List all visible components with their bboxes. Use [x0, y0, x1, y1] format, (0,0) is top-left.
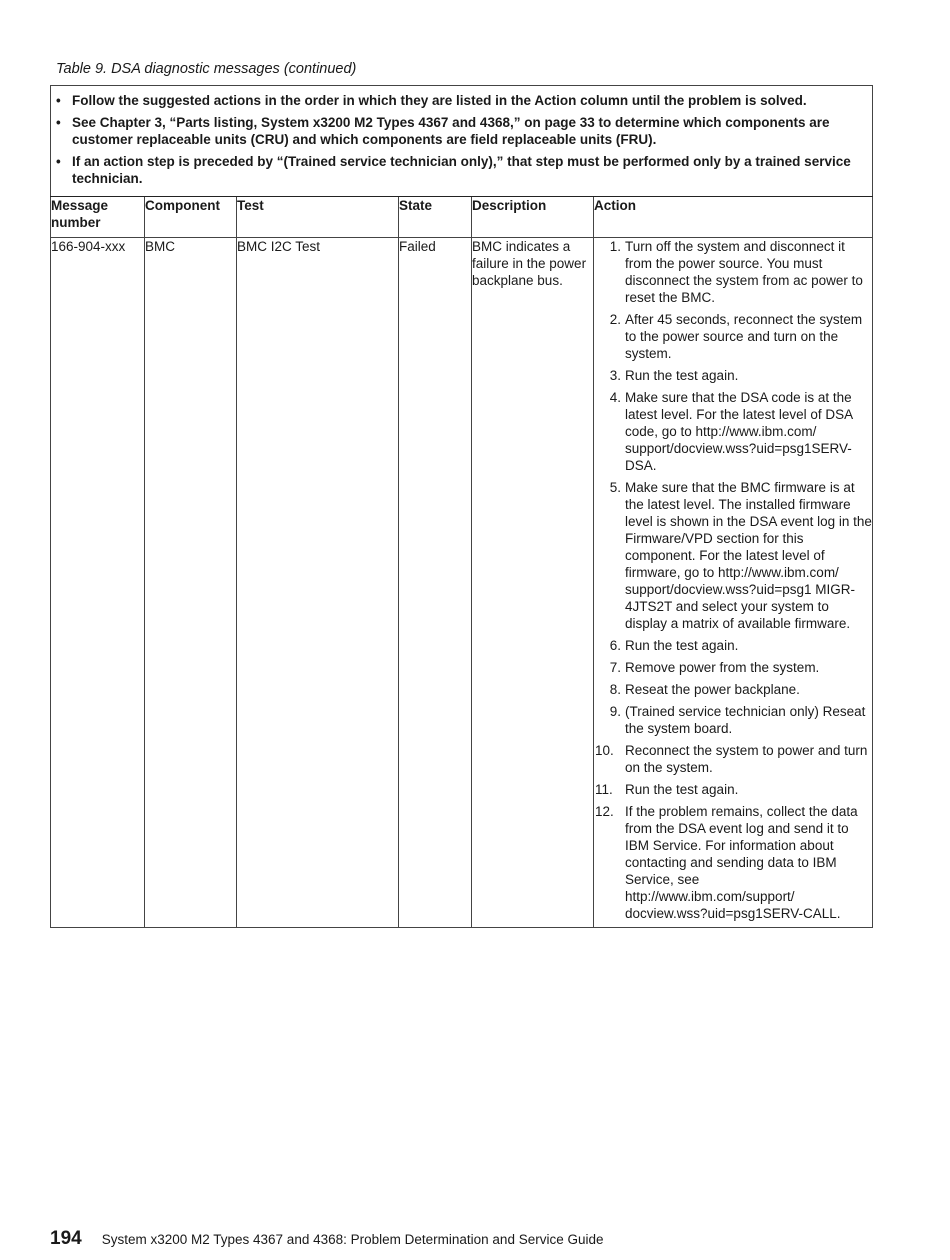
action-step-text: Run the test again.: [625, 782, 739, 797]
bullet-icon: •: [56, 115, 61, 130]
cell-action: [594, 238, 873, 928]
action-step: [594, 742, 872, 776]
action-step: [594, 238, 872, 306]
bullet-icon: •: [56, 154, 61, 169]
action-step-text: Run the test again.: [625, 368, 739, 383]
dsa-messages-table: [50, 85, 873, 928]
note-item: [55, 92, 860, 109]
page-number: 194: [50, 1228, 82, 1249]
action-step: [594, 479, 872, 632]
note-text: Follow the suggested actions in the order in which they are listed in the Action column until the problem is solved.: [72, 93, 807, 108]
table-row: [51, 238, 873, 928]
action-step-text: Make sure that the BMC firmware is at the latest level. The installed firmware level is shown in the DSA event log in the Firmware/VPD section for this component. For the latest level of firmware, go to http://www.ibm.com/ support/docview.wss?uid=psg1 MIGR-4JTS2T and select your system to display a matrix of available firmware.: [625, 480, 872, 631]
action-step-number: 11.: [595, 782, 613, 797]
header-component: Component: [145, 197, 237, 238]
action-step: [594, 781, 872, 798]
action-step-text: After 45 seconds, reconnect the system to the power source and turn on the system.: [625, 312, 863, 361]
action-step-number: 2.: [609, 312, 621, 327]
action-step-number: 9.: [609, 704, 621, 719]
action-step-text: Run the test again.: [625, 638, 739, 653]
header-description: Description: [472, 197, 594, 238]
header-state: State: [399, 197, 472, 238]
table-notes: [51, 86, 873, 197]
action-step-text: Make sure that the DSA code is at the latest level. For the latest level of DSA code, go to http://www.ibm.com/ support/docview.wss?uid=psg1SERV-DSA.: [625, 390, 853, 473]
cell-description: BMC indicates a failure in the power backplane bus.: [472, 238, 594, 928]
note-item: [55, 153, 860, 187]
action-step: [594, 637, 872, 654]
action-step: [594, 703, 872, 737]
cell-test: BMC I2C Test: [237, 238, 399, 928]
action-step-text: Reseat the power backplane.: [625, 682, 800, 697]
page-footer: [50, 1228, 604, 1250]
header-action: Action: [594, 197, 873, 238]
action-step: [594, 389, 872, 474]
action-step-number: 4.: [609, 390, 621, 405]
action-step: [594, 681, 872, 698]
action-step-number: 7.: [609, 660, 621, 675]
action-step-number: 8.: [609, 682, 621, 697]
action-step-text: Turn off the system and disconnect it from the power source. You must disconnect the system from ac power to reset the BMC.: [625, 239, 863, 305]
cell-state: Failed: [399, 238, 472, 928]
table-caption: Table 9. DSA diagnostic messages (continued): [56, 61, 357, 77]
action-step: [594, 803, 872, 922]
action-step-number: 12.: [595, 804, 614, 819]
action-step-text: (Trained service technician only) Reseat the system board.: [625, 704, 866, 736]
action-steps-list: [594, 238, 872, 922]
action-step-number: 5.: [609, 480, 621, 495]
action-step-number: 3.: [609, 368, 621, 383]
header-test: Test: [237, 197, 399, 238]
action-step-text: Remove power from the system.: [625, 660, 820, 675]
action-step: [594, 659, 872, 676]
cell-component: BMC: [145, 238, 237, 928]
action-step-number: 6.: [609, 638, 621, 653]
action-step: [594, 367, 872, 384]
action-step-number: 10.: [595, 743, 614, 758]
action-step-text: If the problem remains, collect the data from the DSA event log and send it to IBM Service. For information about contacting and sending data to IBM Service, see http://www.ibm.com/support/ docview.wss?uid=psg1SERV-CALL.: [625, 804, 858, 921]
cell-message-number: 166-904-xxx: [51, 238, 145, 928]
header-row: [51, 197, 873, 238]
note-text: See Chapter 3, “Parts listing, System x3200 M2 Types 4367 and 4368,” on page 33 to determine which components are customer replaceable units (CRU) and which components are field replaceable units (FRU).: [72, 115, 830, 147]
header-message-number: Message number: [51, 197, 145, 238]
bullet-icon: •: [56, 93, 61, 108]
action-step-number: 1.: [609, 239, 621, 254]
action-step-text: Reconnect the system to power and turn on the system.: [625, 743, 868, 775]
note-text: If an action step is preceded by “(Trained service technician only),” that step must be performed only by a trained service technician.: [72, 154, 851, 186]
action-step: [594, 311, 872, 362]
note-item: [55, 114, 860, 148]
footer-title: System x3200 M2 Types 4367 and 4368: Problem Determination and Service Guide: [101, 1232, 604, 1247]
